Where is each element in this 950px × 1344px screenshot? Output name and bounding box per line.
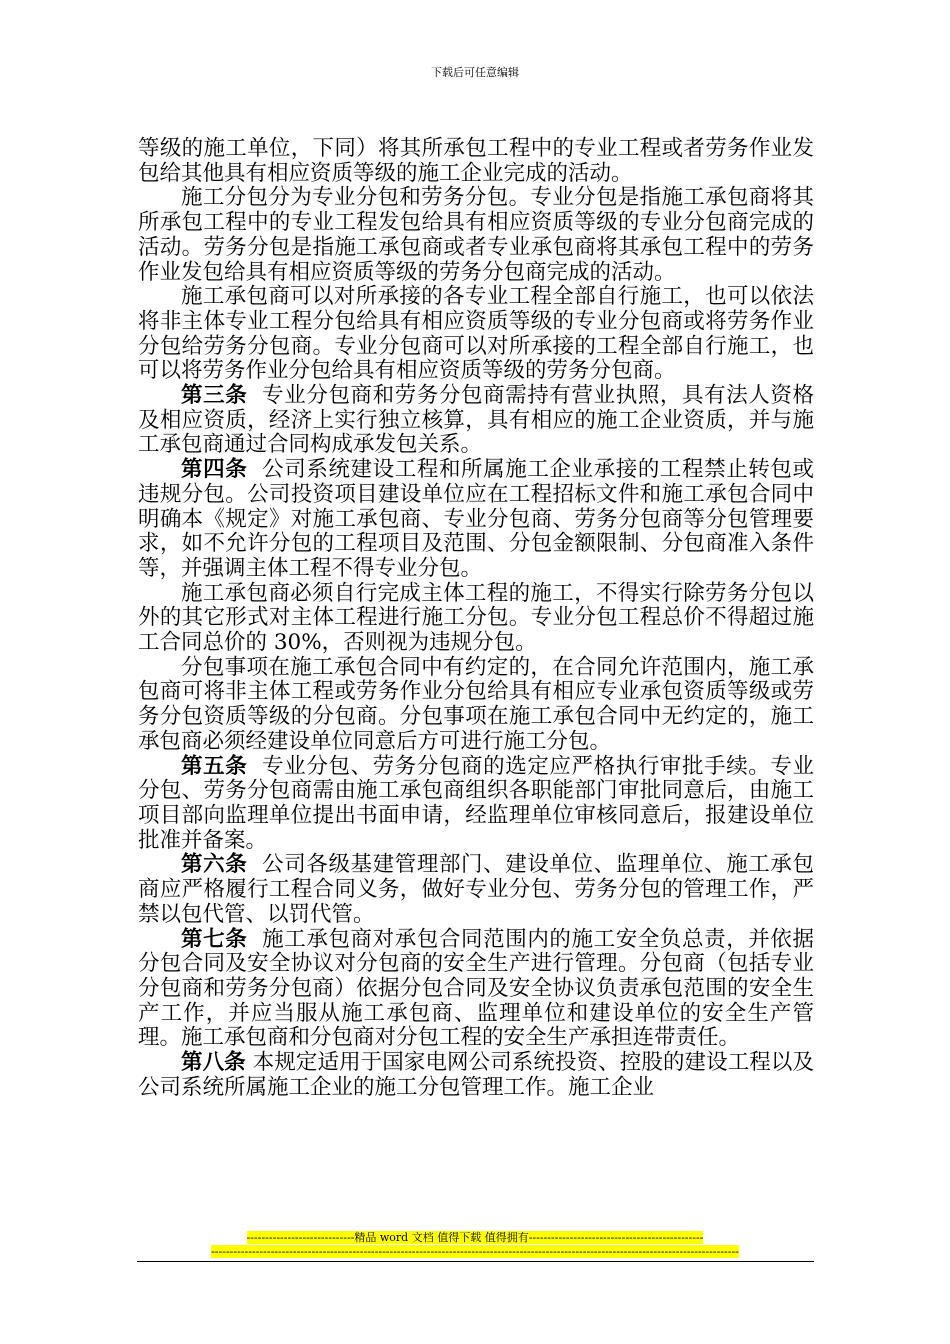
article-4 bbox=[138, 458, 814, 582]
paragraph bbox=[138, 656, 814, 755]
article-5 bbox=[138, 755, 814, 854]
article-label: 第六条 bbox=[181, 852, 248, 878]
document-body bbox=[138, 137, 814, 1100]
article-label: 第七条 bbox=[181, 926, 248, 952]
paragraph-text: 专业分包商和劳务分包商需持有营业执照，具有法人资格及相应资质，经济上实行独立核算，具有相应的施工企业资质，并与施工承包商通过合同构成承发包关系。 bbox=[138, 383, 814, 458]
article-label: 第五条 bbox=[181, 753, 248, 779]
article-label: 第四条 bbox=[181, 457, 248, 483]
article-label: 第八条 bbox=[181, 1050, 246, 1076]
paragraph-text: 分包事项在施工承包合同中有约定的，在合同允许范围内，施工承包商可将非主体工程或劳务作业分包给具有相应专业承包资质等级或劳务分包资质等级的分包商。分包事项在施工承包合同中无约定的，施工承包商必须经建设单位同意后方可进行施工分包。 bbox=[138, 654, 814, 754]
paragraph bbox=[138, 582, 814, 656]
paragraph-text: 公司各级基建管理部门、建设单位、监理单位、施工承包商应严格履行工程合同义务，做好专业分包、劳务分包的管理工作，严禁以包代管、以罚代管。 bbox=[138, 852, 814, 927]
paragraph-text: 专业分包、劳务分包商的选定应严格执行审批手续。专业分包、劳务分包商需由施工承包商组织各职能部门审批同意后，由施工项目部向监理单位提出书面申请，经监理单位审核同意后，报建设单位批准并备案。 bbox=[138, 753, 814, 853]
page-header: 下载后可任意编辑 bbox=[431, 66, 519, 79]
footer-line-1 bbox=[0, 1231, 950, 1244]
paragraph-text: 施工承包商可以对所承接的各专业工程全部自行施工，也可以依法将非主体专业工程分包给具有相应资质等级的专业分包商或将劳务作业分包给劳务分包商。专业分包商可以对所承接的工程全部自行施工，也可以将劳务作业分包给具有相应资质等级的劳务分包商。 bbox=[138, 284, 814, 384]
paragraph-text: 施工承包商对承包合同范围内的施工安全负总责，并依据分包合同及安全协议对分包商的安全生产进行管理。分包商（包括专业分包商和劳务分包商）依据分包合同及安全协议负责承包范围的安全生产工作，并应当服从施工承包商、监理单位和建设单位的安全生产管理。施工承包商和分包商对分包工程的安全生产承担连带责任。 bbox=[138, 926, 814, 1051]
paragraph-text: 施工承包商必须自行完成主体工程的施工，不得实行除劳务分包以外的其它形式对主体工程进行施工分包。专业分包工程总价不得超过施工合同总价的 30%，否则视为违规分包。 bbox=[138, 580, 814, 656]
article-7 bbox=[138, 928, 814, 1052]
article-label: 第三条 bbox=[181, 383, 248, 409]
footer-divider bbox=[137, 1261, 814, 1262]
footer-text-2: ---------------------------------------------------------------------------------------------------------------------------------------------- bbox=[211, 1245, 739, 1258]
paragraph bbox=[138, 186, 814, 285]
paragraph-text: 本规定适用于国家电网公司系统投资、控股的建设工程以及公司系统所属施工企业的施工分包管理工作。施工企业 bbox=[138, 1050, 814, 1100]
footer-text-1: -----------------------------精品 word 文档 值得下载 值得拥有----------------------------------------------- bbox=[246, 1231, 704, 1244]
paragraph-text: 施工分包分为专业分包和劳务分包。专业分包是指施工承包商将其所承包工程中的专业工程发包给具有相应资质等级的专业分包商完成的活动。劳务分包是指施工承包商或者专业承包商将其承包工程中的劳务作业发包给具有相应资质等级的劳务分包商完成的活动。 bbox=[138, 185, 814, 285]
paragraph-text: 公司系统建设工程和所属施工企业承接的工程禁止转包或违规分包。公司投资项目建设单位应在工程招标文件和施工承包合同中明确本《规定》对施工承包商、专业分包商、劳务分包商等分包管理要求，如不允许分包的工程项目及范围、分包金额限制、分包商准入条件等，并强调主体工程不得专业分包。 bbox=[138, 457, 814, 581]
paragraph bbox=[138, 137, 814, 186]
paragraph-text: 等级的施工单位，下同）将其所承包工程中的专业工程或者劳务作业发包给其他具有相应资质等级的施工企业完成的活动。 bbox=[138, 136, 814, 186]
article-3 bbox=[138, 384, 814, 458]
article-8 bbox=[138, 1051, 814, 1100]
footer-line-2 bbox=[0, 1245, 950, 1258]
article-6 bbox=[138, 853, 814, 927]
paragraph bbox=[138, 285, 814, 384]
